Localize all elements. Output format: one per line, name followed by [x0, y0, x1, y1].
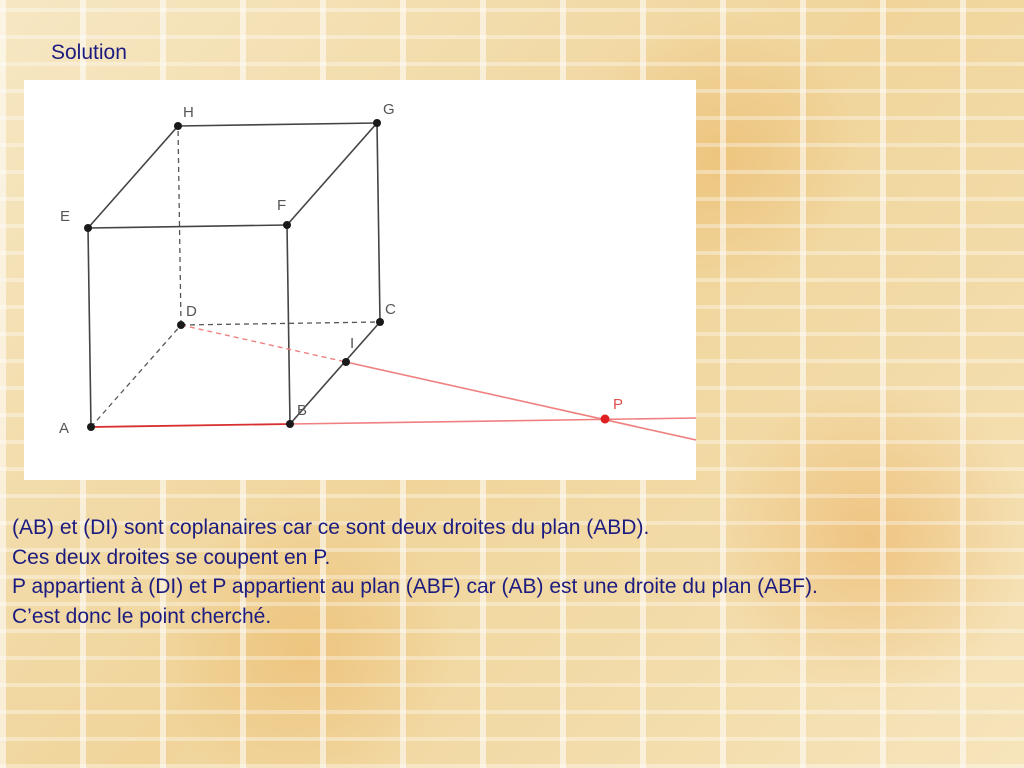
slide-title: Solution — [51, 41, 127, 64]
label-c: C — [385, 301, 396, 318]
label-g: G — [383, 101, 395, 118]
edge-ef — [88, 225, 287, 228]
cube-figure — [24, 80, 696, 480]
point-h — [174, 122, 182, 130]
label-i: I — [350, 335, 355, 352]
label-d: D — [186, 303, 197, 320]
label-h: H — [183, 104, 194, 121]
edge-ad — [91, 325, 181, 427]
text-line-1: (AB) et (DI) sont coplanaires car ce sont deux droites du plan (ABD). — [12, 516, 650, 539]
point-g — [373, 119, 381, 127]
point-c — [376, 318, 384, 326]
label-e: E — [60, 208, 71, 225]
label-p: P — [613, 396, 624, 413]
label-a: A — [59, 420, 70, 437]
edge-fg — [287, 123, 377, 225]
text-line-2: Ces deux droites se coupent en P. — [12, 545, 331, 569]
edge-gc — [377, 123, 380, 322]
line-di-hidden — [181, 325, 346, 362]
label-f: F — [277, 197, 287, 214]
edge-hg — [178, 123, 377, 126]
segment-ab — [91, 424, 290, 427]
point-b — [286, 420, 294, 428]
edge-bf — [287, 225, 290, 424]
edge-eh — [88, 126, 178, 228]
point-f — [283, 221, 291, 229]
point-d — [177, 321, 185, 329]
label-b: B — [297, 402, 308, 419]
text-line-4: C’est donc le point cherché. — [12, 604, 272, 628]
text-line-3: P appartient à (DI) et P appartient au plan (ABF) car (AB) est une droite du plan (ABF). — [12, 575, 818, 598]
point-i — [342, 358, 350, 366]
edge-dc — [181, 322, 380, 325]
point-a — [87, 423, 95, 431]
line-di — [346, 362, 696, 440]
cube-diagram-svg — [24, 80, 696, 480]
solution-text — [12, 513, 972, 631]
edge-ae — [88, 228, 91, 427]
line-ab-extension — [290, 418, 696, 424]
point-p — [601, 415, 610, 424]
edge-dh — [178, 126, 181, 325]
point-e — [84, 224, 92, 232]
